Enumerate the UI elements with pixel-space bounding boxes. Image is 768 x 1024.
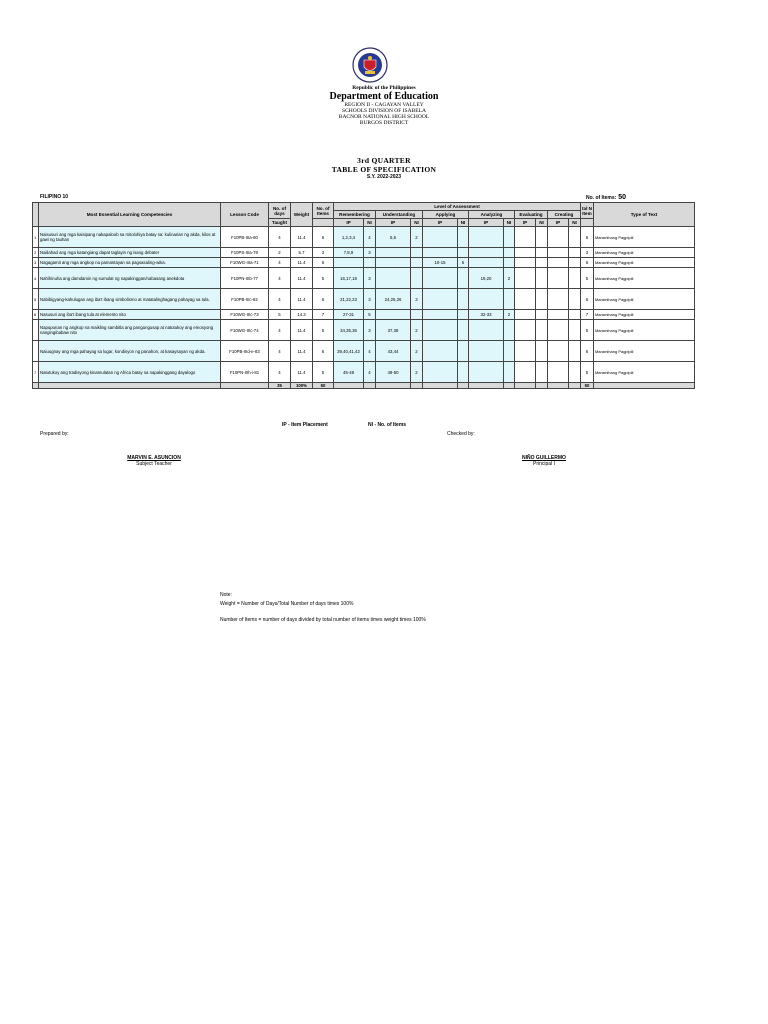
col-ni: NI: [569, 219, 581, 227]
total-empty: [593, 383, 694, 389]
cell-n: 6: [33, 310, 39, 320]
region-text: REGION II - CAGAYAN VALLEY: [344, 102, 424, 108]
col-lesson-code: Lesson Code: [221, 203, 269, 227]
table-row: [33, 289, 695, 310]
cell-items: 6: [313, 289, 334, 310]
cell-items: 7: [313, 310, 334, 320]
col-total-label-2: Item: [582, 210, 592, 216]
cell-empty: [515, 341, 536, 362]
cell-an-ip: [469, 320, 504, 341]
cell-empty: [569, 362, 581, 383]
cell-code: F10WG-IIIa-71: [221, 258, 269, 268]
cell-total: 6: [581, 258, 594, 268]
total-empty: [569, 383, 581, 389]
cell-weight: 11.4: [291, 362, 313, 383]
col-competencies: Most Essential Learning Competencies: [39, 203, 221, 227]
cell-ap-ni: 6: [458, 258, 469, 268]
cell-empty: [515, 227, 536, 248]
cell-code: F10PB-IIIa-80: [221, 227, 269, 248]
cell-ap-ni: [458, 227, 469, 248]
cell-code: F10PB-IIIc-82: [221, 289, 269, 310]
cell-an-ni: 2: [504, 268, 515, 289]
cell-ap-ni: [458, 310, 469, 320]
cell-weight: 11.4: [291, 289, 313, 310]
col-weight: Weight: [291, 203, 313, 227]
table-row: [33, 362, 695, 383]
cell-type: Maramihang Pagpipili: [593, 289, 694, 310]
total-empty: [364, 383, 376, 389]
cell-total: 5: [581, 268, 594, 289]
cell-an-ni: [504, 227, 515, 248]
cell-days: 2: [269, 248, 291, 258]
cell-comp: Naiuugnay ang mga pahayag sa lugar, kondisyon ng panahon, at kasaysayan ng akda.: [39, 341, 221, 362]
cell-type: Maramihang Pagpipili: [593, 227, 694, 248]
cell-comp: Natutukoy ang tradisyong kinamulatan ng Africa batay sa napakinggang dayalogo: [39, 362, 221, 383]
subject-label: FILIPINO 10: [40, 194, 69, 200]
total-empty: [376, 383, 411, 389]
cell-an-ip: 19,20: [469, 268, 504, 289]
cell-empty: [548, 258, 569, 268]
quarter-title: 3rd QUARTER: [357, 156, 411, 165]
cell-ap-ni: [458, 341, 469, 362]
cell-r-ip: 34,35,36: [334, 320, 364, 341]
col-items: No. of Items: [313, 203, 334, 219]
deped-seal-logo: [352, 47, 388, 83]
principal-name: NIÑO GUILLERMO: [522, 455, 566, 461]
cell-comp: Nahihinuha ang damdamin ng sumulat ng napakinggan/nabasang anekdota: [39, 268, 221, 289]
no-items-label: [586, 194, 626, 201]
cell-weight: 11.4: [291, 258, 313, 268]
cell-n: 7: [33, 362, 39, 383]
division-text: SCHOOLS DIVISION OF ISABELA: [342, 108, 426, 114]
cell-u-ni: [411, 268, 423, 289]
cell-empty: [548, 362, 569, 383]
total-empty: [423, 383, 458, 389]
legend-ip: IP - Item Placement: [282, 422, 328, 428]
cell-code: F10PN-IIIb-77: [221, 268, 269, 289]
cell-u-ni: 2: [411, 341, 423, 362]
cell-u-ip: 49-50: [376, 362, 411, 383]
cell-u-ni: [411, 258, 423, 268]
cell-empty: [569, 341, 581, 362]
cell-n: 4: [33, 268, 39, 289]
cell-weight: 5.7: [291, 248, 313, 258]
cell-items: 5: [313, 268, 334, 289]
teacher-title: Subject Teacher: [136, 461, 172, 467]
cell-type: Maramihang Pagpipili: [593, 341, 694, 362]
col-analyzing: Analyzing: [469, 211, 515, 219]
cell-days: 4: [269, 268, 291, 289]
cell-empty: [548, 320, 569, 341]
cell-empty: [515, 258, 536, 268]
cell-total: 3: [581, 248, 594, 258]
cell-an-ni: [504, 362, 515, 383]
note-label: Note:: [220, 592, 232, 598]
cell-r-ip: [334, 258, 364, 268]
no-items-text: No. of Items:: [586, 195, 617, 201]
cell-days: 4: [269, 258, 291, 268]
cell-type: Maramihang Pagpipili: [593, 320, 694, 341]
col-total-blank: [581, 219, 594, 227]
cell-empty: [548, 227, 569, 248]
note-items: Number of Items = number of days divided by total number of items times weight times 100%: [220, 617, 426, 623]
cell-ap-ni: [458, 289, 469, 310]
document-title: TABLE OF SPECIFICATION: [331, 165, 437, 174]
cell-u-ni: 2: [411, 227, 423, 248]
cell-r-ni: 5: [364, 310, 376, 320]
cell-empty: [569, 320, 581, 341]
total-empty: [536, 383, 548, 389]
cell-comp: Napupunan ng angkop na maikling sambitla ang pangungusap at natutukoy ang emosyong nangingibabaw nito: [39, 320, 221, 341]
total-weight: 100%: [291, 383, 313, 389]
cell-items: 3: [313, 248, 334, 258]
cell-empty: [569, 310, 581, 320]
cell-empty: [536, 268, 548, 289]
table-row: [33, 227, 695, 248]
col-ip: IP: [515, 219, 536, 227]
cell-empty: [569, 258, 581, 268]
cell-u-ni: 2: [411, 362, 423, 383]
col-ni: NI: [458, 219, 469, 227]
col-ni: NI: [504, 219, 515, 227]
principal-title: Principal I: [533, 461, 555, 467]
cell-r-ip: 27-31: [334, 310, 364, 320]
col-taught: Taught: [269, 219, 291, 227]
cell-an-ni: 2: [504, 310, 515, 320]
cell-an-ip: 32-33: [469, 310, 504, 320]
table-row: [33, 258, 695, 268]
cell-u-ip: [376, 258, 411, 268]
total-days: 35: [269, 383, 291, 389]
cell-an-ip: [469, 227, 504, 248]
cell-empty: [515, 320, 536, 341]
cell-weight: 11.4: [291, 227, 313, 248]
total-empty: [221, 383, 269, 389]
cell-total: 7: [581, 310, 594, 320]
cell-type: Maramihang Pagpipili: [593, 268, 694, 289]
cell-empty: [536, 227, 548, 248]
checked-by-label: Checked by:: [447, 431, 475, 437]
cell-type: Maramihang Pagpipili: [593, 258, 694, 268]
cell-code: F10PB-IIId-e-83: [221, 341, 269, 362]
cell-u-ip: 37,38: [376, 320, 411, 341]
cell-an-ip: [469, 341, 504, 362]
cell-items: 6: [313, 258, 334, 268]
cell-total: 5: [581, 320, 594, 341]
cell-type: Maramihang Pagpipili: [593, 362, 694, 383]
cell-empty: [536, 310, 548, 320]
cell-u-ni: 3: [411, 289, 423, 310]
cell-items: 5: [313, 362, 334, 383]
col-remembering: Remembering: [334, 211, 376, 219]
cell-empty: [548, 289, 569, 310]
col-ni: NI: [411, 219, 423, 227]
cell-u-ip: 24,25,26: [376, 289, 411, 310]
cell-n: 3: [33, 258, 39, 268]
cell-r-ni: [364, 258, 376, 268]
cell-empty: [548, 310, 569, 320]
cell-code: F10PN-IIIh-i-81: [221, 362, 269, 383]
cell-u-ni: [411, 310, 423, 320]
cell-an-ip: [469, 248, 504, 258]
col-ip: IP: [376, 219, 411, 227]
cell-empty: [548, 268, 569, 289]
cell-r-ip: 39,40,41,42: [334, 341, 364, 362]
cell-items: 6: [313, 227, 334, 248]
cell-type: Maramihang Pagpipili: [593, 310, 694, 320]
cell-r-ip: 45-48: [334, 362, 364, 383]
col-total: [581, 203, 594, 219]
cell-empty: [548, 248, 569, 258]
cell-r-ni: 4: [364, 227, 376, 248]
cell-r-ip: 16,17,18: [334, 268, 364, 289]
prepared-by-label: Prepared by:: [40, 431, 69, 437]
cell-an-ni: [504, 320, 515, 341]
col-creating: Creating: [548, 211, 581, 219]
total-items: 50: [313, 383, 334, 389]
cell-u-ip: [376, 268, 411, 289]
cell-ap-ip: [423, 289, 458, 310]
cell-empty: [536, 289, 548, 310]
cell-empty: [536, 362, 548, 383]
cell-u-ip: [376, 310, 411, 320]
cell-ap-ip: [423, 310, 458, 320]
total-empty: [515, 383, 536, 389]
col-ip: IP: [423, 219, 458, 227]
col-level-assessment: Level of Assessment: [334, 203, 581, 211]
cell-r-ni: 4: [364, 341, 376, 362]
cell-empty: [548, 341, 569, 362]
no-items-value: 50: [618, 194, 627, 201]
cell-ap-ip: [423, 227, 458, 248]
cell-empty: [515, 289, 536, 310]
cell-items: 5: [313, 320, 334, 341]
cell-code: F10WG-IIIc-74: [221, 320, 269, 341]
cell-comp: Naiilahad ang mga katangiang dapat taglayin ng isang debater: [39, 248, 221, 258]
total-empty: [504, 383, 515, 389]
total-empty: [411, 383, 423, 389]
cell-days: 4: [269, 341, 291, 362]
cell-ap-ni: [458, 320, 469, 341]
department-title: Department of Education: [329, 91, 439, 102]
cell-an-ip: [469, 362, 504, 383]
cell-comp: Naisusuri ang mga kaisipang nakapaloob sa mitolohiya batay sa: kulinarian ng akda, kilos at gawi ng tauhan: [39, 227, 221, 248]
teacher-signature: [84, 455, 224, 467]
col-evaluating: Evaluating: [515, 211, 548, 219]
cell-empty: [536, 341, 548, 362]
cell-ap-ni: [458, 248, 469, 258]
cell-u-ni: 2: [411, 320, 423, 341]
col-ip: IP: [548, 219, 569, 227]
col-ni: NI: [536, 219, 548, 227]
cell-r-ni: 3: [364, 248, 376, 258]
cell-u-ip: 43,44: [376, 341, 411, 362]
total-empty: [469, 383, 504, 389]
cell-ap-ip: [423, 362, 458, 383]
table-row: [33, 310, 695, 320]
cell-ap-ip: 10-15: [423, 258, 458, 268]
cell-empty: [569, 248, 581, 258]
total-empty: [458, 383, 469, 389]
cell-weight: 11.4: [291, 268, 313, 289]
cell-empty: [536, 248, 548, 258]
cell-code: F10WG-IIIc-73: [221, 310, 269, 320]
total-empty: [334, 383, 364, 389]
cell-an-ni: [504, 289, 515, 310]
cell-comp: Nagagamit ang mga angkop na pamantayan sa pagsasaling-wika.: [39, 258, 221, 268]
cell-empty: [569, 289, 581, 310]
totals-row: [33, 383, 695, 389]
cell-empty: [515, 268, 536, 289]
cell-an-ni: [504, 248, 515, 258]
col-type: Type of Text: [593, 203, 694, 227]
cell-an-ip: [469, 289, 504, 310]
cell-total: 6: [581, 227, 594, 248]
cell-an-ni: [504, 341, 515, 362]
cell-comp: Nasusuri ang iba't ibang tula at elemento nito: [39, 310, 221, 320]
cell-total: 5: [581, 362, 594, 383]
cell-r-ip: 21,22,23: [334, 289, 364, 310]
cell-ap-ni: [458, 268, 469, 289]
cell-empty: [536, 258, 548, 268]
principal-signature: [474, 455, 614, 467]
col-total-label: tal N: [582, 205, 592, 211]
cell-total: 6: [581, 341, 594, 362]
cell-empty: [569, 227, 581, 248]
cell-r-ni: 4: [364, 362, 376, 383]
cell-ap-ni: [458, 362, 469, 383]
cell-empty: [569, 268, 581, 289]
col-items-blank: [313, 219, 334, 227]
table-body: [33, 227, 695, 389]
cell-comp: Nabibigyang-kahulugan ang iba't ibang simbolismo at matatalinghagang pahayag sa tula.: [39, 289, 221, 310]
total-total: 50: [581, 383, 594, 389]
table-row: [33, 320, 695, 341]
cell-items: 6: [313, 341, 334, 362]
cell-empty: [515, 362, 536, 383]
republic-text: Republic of the Philippines: [352, 85, 416, 91]
table-row: [33, 341, 695, 362]
legend-ni: NI - No. of Items: [368, 422, 407, 428]
cell-days: 5: [269, 310, 291, 320]
cell-days: 4: [269, 227, 291, 248]
cell-weight: 11.4: [291, 341, 313, 362]
cell-ap-ip: [423, 268, 458, 289]
district-text: BURGOS DISTRICT: [359, 120, 409, 126]
col-days: No. of days: [269, 203, 291, 219]
cell-r-ip: 7,8,9: [334, 248, 364, 258]
teacher-name: MARVIN E. ASUNCION: [127, 455, 181, 461]
cell-empty: [515, 248, 536, 258]
cell-r-ip: 1,2,3,4: [334, 227, 364, 248]
cell-weight: 11.4: [291, 320, 313, 341]
cell-ap-ip: [423, 320, 458, 341]
cell-empty: [515, 310, 536, 320]
cell-an-ni: [504, 258, 515, 268]
cell-r-ni: 3: [364, 289, 376, 310]
cell-u-ni: [411, 248, 423, 258]
cell-ap-ip: [423, 248, 458, 258]
col-ip: IP: [334, 219, 364, 227]
cell-n: 1: [33, 227, 39, 248]
total-empty: [548, 383, 569, 389]
table-of-specification: [32, 202, 695, 389]
cell-r-ni: 3: [364, 268, 376, 289]
cell-type: Maramihang Pagpipili: [593, 248, 694, 258]
cell-days: 4: [269, 320, 291, 341]
total-empty: [39, 383, 221, 389]
note-weight: Weight = Number of Days/Total Number of days times 100%: [220, 601, 354, 607]
cell-weight: 14.3: [291, 310, 313, 320]
cell-u-ip: [376, 248, 411, 258]
col-applying: Applying: [423, 211, 469, 219]
cell-n: 2: [33, 248, 39, 258]
school-text: BACNOR NATIONAL HIGH SCHOOL: [338, 114, 430, 120]
school-year: S.Y. 2022-2023: [366, 174, 402, 180]
cell-ap-ip: [423, 341, 458, 362]
cell-an-ip: [469, 258, 504, 268]
table-row: [33, 248, 695, 258]
cell-days: 4: [269, 362, 291, 383]
col-ip: IP: [469, 219, 504, 227]
table-row: [33, 268, 695, 289]
cell-r-ni: 3: [364, 320, 376, 341]
cell-days: 4: [269, 289, 291, 310]
cell-u-ip: 5,6: [376, 227, 411, 248]
col-understanding: Understanding: [376, 211, 423, 219]
cell-total: 6: [581, 289, 594, 310]
col-ni: NI: [364, 219, 376, 227]
cell-n: 5: [33, 289, 39, 310]
cell-code: F10PS-IIIa-78: [221, 248, 269, 258]
cell-empty: [536, 320, 548, 341]
